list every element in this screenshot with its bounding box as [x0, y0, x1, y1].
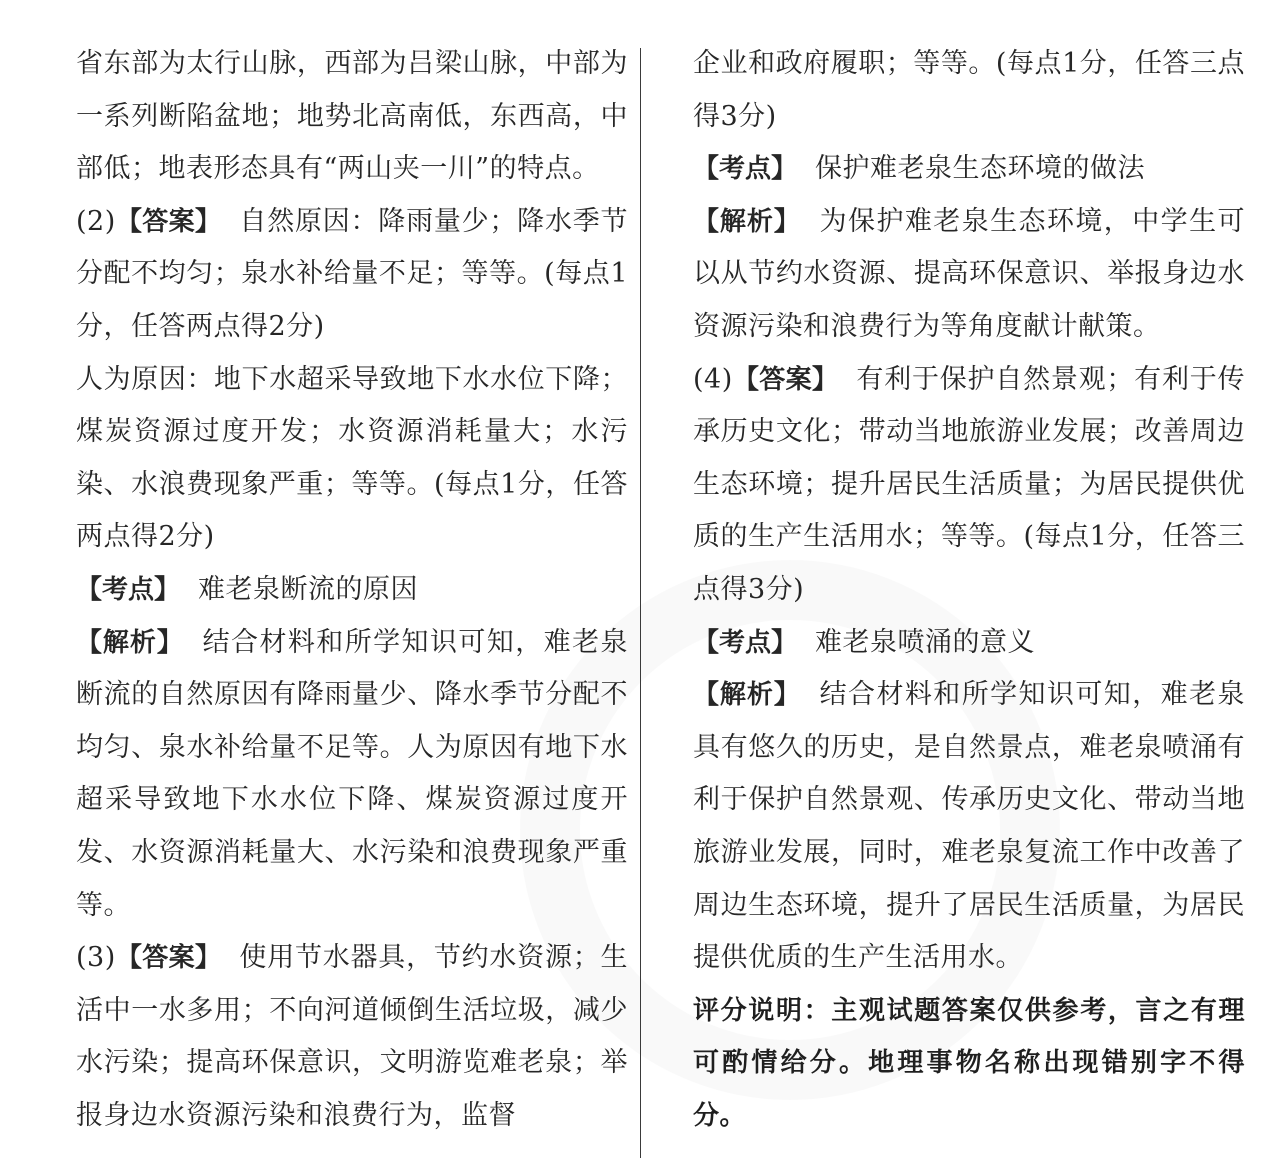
- column-divider: [640, 48, 641, 1158]
- scoring-note: 评分说明：主观试题答案仅供参考，言之有理可酌情给分。地理事物名称出现错别字不得分。: [693, 995, 1245, 1131]
- question-number: (3): [76, 942, 116, 974]
- question-number: (4): [693, 363, 733, 395]
- answer-label: 【答案】: [732, 364, 839, 395]
- left-column: [76, 38, 628, 1142]
- answer-text: 自然原因：降雨量少；降水季节分配不均匀；泉水补给量不足；等等。(每点1分，任答两点得2分): [76, 205, 628, 342]
- topic-4: [693, 617, 1245, 670]
- right-paragraph-1: 企业和政府履职；等等。(每点1分，任答三点得3分): [693, 48, 1245, 132]
- analysis-4: [693, 669, 1245, 985]
- question-number: (2): [76, 205, 116, 237]
- analysis-text: 为保护难老泉生态环境，中学生可以从节约水资源、提高环保意识、举报身边水资源污染和浪费行为等角度献计献策。: [693, 205, 1245, 342]
- analysis-text: 结合材料和所学知识可知，难老泉断流的自然原因有降雨量少、降水季节分配不均匀、泉水补给量不足等。人为原因有地下水超采导致地下水水位下降、煤炭资源过度开发、水资源消耗量大、水污染和浪费现象严重等。: [76, 626, 628, 921]
- topic-2: [76, 564, 628, 617]
- topic-label: 【考点】: [76, 574, 181, 605]
- answer-text: 有利于保护自然景观；有利于传承历史文化；带动当地旅游业发展；改善周边生态环境；提升居民生活质量；为居民提供优质的生产生活用水；等等。(每点1分，任答三点得3分): [693, 363, 1245, 605]
- answer-2-human-causes: 人为原因：地下水超采导致地下水水位下降；煤炭资源过度开发；水资源消耗量大；水污染、水浪费现象严重；等等。(每点1分，任答两点得2分): [76, 363, 628, 553]
- answer-text: 使用节水器具，节约水资源；生活中一水多用；不向河道倾倒生活垃圾，减少水污染；提高环保意识，文明游览难老泉；举报身边水资源污染和浪费行为，监督: [76, 942, 628, 1131]
- right-column: [693, 38, 1245, 1142]
- answer-label: 【答案】: [115, 206, 222, 237]
- topic-3: [693, 143, 1245, 196]
- topic-label: 【考点】: [693, 154, 798, 185]
- analysis-label: 【解析】: [76, 627, 184, 658]
- left-paragraph-1: 省东部为太行山脉，西部为吕梁山脉，中部为一系列断陷盆地；地势北高南低，东西高，中部低；地表形态具有“两山夹一川”的特点。: [76, 48, 628, 185]
- analysis-3: [693, 196, 1245, 354]
- topic-text: 保护难老泉生态环境的做法: [815, 153, 1146, 185]
- analysis-label: 【解析】: [693, 206, 801, 237]
- topic-label: 【考点】: [693, 627, 798, 658]
- analysis-text: 结合材料和所学知识可知，难老泉具有悠久的历史，是自然景点，难老泉喷涌有利于保护自然景观、传承历史文化、带动当地旅游业发展，同时，难老泉复流工作中改善了周边生态环境，提升了居民生活质量，为居民提供优质的生产生活用水。: [693, 679, 1245, 974]
- answer-4: [693, 354, 1245, 617]
- topic-text: 难老泉断流的原因: [198, 573, 419, 605]
- answer-3: [76, 932, 628, 1142]
- topic-text: 难老泉喷涌的意义: [815, 626, 1036, 658]
- answer-label: 【答案】: [115, 943, 222, 974]
- analysis-2: [76, 617, 628, 933]
- analysis-label: 【解析】: [693, 680, 801, 711]
- answer-2: [76, 196, 628, 354]
